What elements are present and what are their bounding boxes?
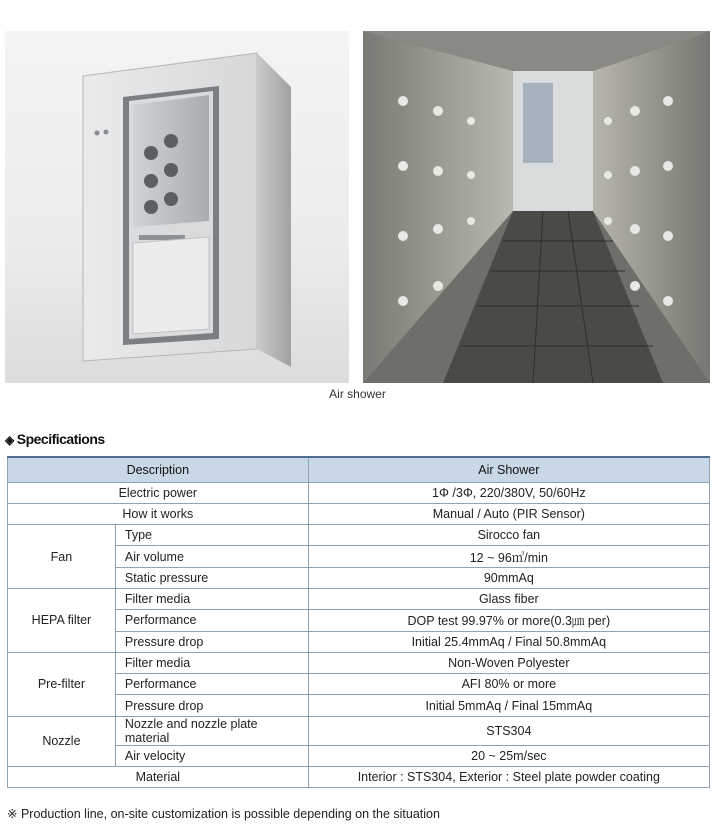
sub-label: Performance xyxy=(115,674,308,695)
sub-value: Initial 25.4mmAq / Final 50.8mmAq xyxy=(308,631,709,652)
group-label-nozzle: Nozzle xyxy=(8,716,116,766)
sub-value: AFI 80% or more xyxy=(308,674,709,695)
sub-label: Pressure drop xyxy=(115,631,308,652)
product-photos xyxy=(5,31,710,383)
sub-value: 90mmAq xyxy=(308,567,709,588)
specifications-table xyxy=(7,456,710,788)
sub-label: Nozzle and nozzle plate material xyxy=(115,716,308,745)
sub-label: Performance xyxy=(115,610,308,631)
sub-label: Air velocity xyxy=(115,745,308,766)
air-shower-cabinet-illustration xyxy=(5,31,349,383)
photo-caption: Air shower xyxy=(329,387,386,401)
sub-label: Filter media xyxy=(115,588,308,609)
table-header-row xyxy=(8,457,710,482)
diamond-bullet-icon: ◈ xyxy=(5,433,14,447)
sub-value: Non-Woven Polyester xyxy=(308,652,709,673)
row-value-material: Interior : STS304, Exterior : Steel plate powder coating xyxy=(308,767,709,788)
sub-label: Air volume xyxy=(115,546,308,567)
air-shower-exterior-photo xyxy=(5,31,349,383)
sub-label: Static pressure xyxy=(115,567,308,588)
group-label-pre-filter: Pre-filter xyxy=(8,652,116,716)
sub-value: 20 ~ 25m/sec xyxy=(308,745,709,766)
footnote: ※ Production line, on-site customization is possible depending on the situation xyxy=(7,807,440,821)
sub-value: Sirocco fan xyxy=(308,525,709,546)
row-label-how-it-works: How it works xyxy=(8,503,309,524)
sub-value: STS304 xyxy=(308,716,709,745)
table-row xyxy=(8,503,710,524)
row-label-material: Material xyxy=(8,767,309,788)
sub-value: Initial 5mmAq / Final 15mmAq xyxy=(308,695,709,716)
group-label-fan: Fan xyxy=(8,525,116,589)
table-row xyxy=(8,652,710,673)
table-row xyxy=(8,767,710,788)
section-heading xyxy=(5,431,105,447)
section-title-text: Specifications xyxy=(16,431,105,447)
sub-label: Filter media xyxy=(115,652,308,673)
header-air-shower: Air Shower xyxy=(308,457,709,482)
sub-value: Glass fiber xyxy=(308,588,709,609)
sub-value: 12 ~ 96㎥/min xyxy=(308,546,709,567)
row-label-electric-power: Electric power xyxy=(8,482,309,503)
table-row xyxy=(8,588,710,609)
air-shower-interior-photo xyxy=(363,31,710,383)
sub-value: DOP test 99.97% or more(0.3㎛ per) xyxy=(308,610,709,631)
air-shower-interior-illustration xyxy=(363,31,710,383)
row-value-electric-power: 1Φ /3Φ, 220/380V, 50/60Hz xyxy=(308,482,709,503)
header-description: Description xyxy=(8,457,309,482)
sub-label: Pressure drop xyxy=(115,695,308,716)
row-value-how-it-works: Manual / Auto (PIR Sensor) xyxy=(308,503,709,524)
table-row xyxy=(8,716,710,745)
table-row xyxy=(8,525,710,546)
sub-label: Type xyxy=(115,525,308,546)
group-label-hepa-filter: HEPA filter xyxy=(8,588,116,652)
table-row xyxy=(8,482,710,503)
